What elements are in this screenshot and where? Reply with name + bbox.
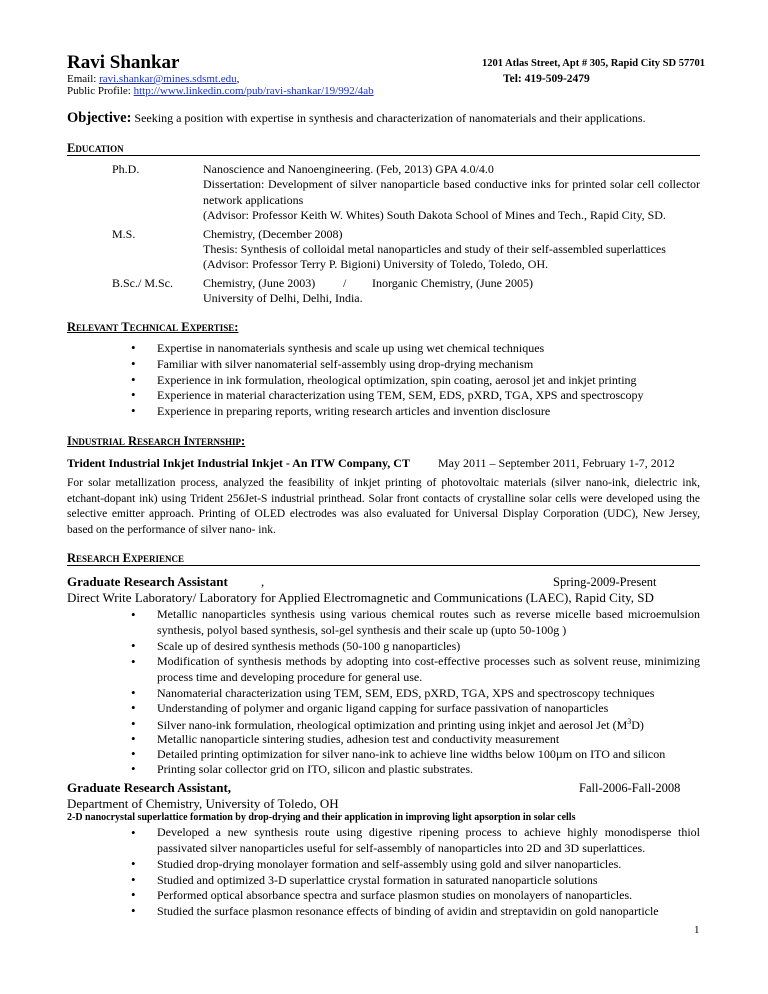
- ms-line-1: Chemistry, (December 2008): [203, 227, 343, 241]
- expertise-item: Experience in ink formulation, rheological optimization, spin coating, aerosol jet and inkjet printing: [157, 373, 637, 387]
- internship-company: Trident Industrial Inkjet Industrial Inkjet - An ITW Company, CT: [67, 456, 410, 470]
- section-divider: [67, 155, 700, 156]
- objective-text: Seeking a position with expertise in synthesis and characterization of nanomaterials and their applications.: [134, 111, 646, 125]
- profile-line: [67, 85, 374, 97]
- email-label: Email:: [67, 73, 100, 85]
- degree-phd: Ph.D.: [112, 162, 140, 176]
- position-title: Graduate Research Assistant: [67, 574, 228, 589]
- bsc-separator: /: [343, 276, 347, 290]
- degree-ms: M.S.: [112, 227, 136, 241]
- bullet-icon: •: [131, 685, 136, 700]
- position-subtitle: 2-D nanocrystal superlattice formation by drop-drying and their application in improving light apsorption in solar cells: [67, 812, 576, 823]
- bullet-icon: •: [131, 825, 136, 840]
- bullet-icon: •: [131, 387, 136, 402]
- superscript: 3: [627, 717, 632, 726]
- section-divider: [67, 565, 700, 566]
- phd-line-3: (Advisor: Professor Keith W. Whites) South Dakota School of Mines and Tech., Rapid City, SD.: [203, 208, 666, 222]
- position-dates: Spring-2009-Present: [553, 575, 657, 589]
- expertise-item: Experience in preparing reports, writing research articles and invention disclosure: [157, 404, 551, 418]
- internship-dates: May 2011 – September 2011, February 1-7, 2012: [438, 456, 675, 470]
- page-number: 1: [694, 924, 700, 936]
- bsc-line-2: University of Delhi, Delhi, India.: [203, 291, 363, 305]
- research-heading: Research Experience: [67, 551, 185, 565]
- bullet-icon: •: [131, 716, 136, 731]
- msc-line-1: Inorganic Chemistry, (June 2005): [372, 276, 533, 290]
- position-title-suffix: ,: [261, 574, 265, 589]
- research-item: Studied and optimized 3-D superlattice crystal formation in saturated nanoparticle solutions: [157, 873, 598, 887]
- research-item: Performed optical absorbance spectra and surface plasmon studies on monolayers of nanoparticles.: [157, 888, 633, 902]
- internship-heading: Industrial Research Internship:: [67, 434, 246, 448]
- bullet-icon: •: [131, 903, 136, 918]
- phone-number: Tel: 419-509-2479: [503, 73, 590, 85]
- expertise-item: Experience in material characterization using TEM, SEM, EDS, pXRD, TGA, XPS and spectroscopy: [157, 388, 644, 402]
- bullet-icon: •: [131, 403, 136, 418]
- phd-line-1: Nanoscience and Nanoengineering. (Feb, 2013) GPA 4.0/4.0: [203, 162, 494, 176]
- degree-bsc-msc: B.Sc./ M.Sc.: [112, 276, 174, 290]
- position-org: Department of Chemistry, University of Toledo, OH: [67, 796, 339, 811]
- position-org: Direct Write Laboratory/ Laboratory for Applied Electromagnetic and Communications (LAEC), Rapid City, SD: [67, 590, 654, 605]
- bullet-icon: •: [131, 654, 136, 669]
- bullet-icon: •: [131, 761, 136, 776]
- bullet-icon: •: [131, 372, 136, 387]
- research-item: Understanding of polymer and organic ligand capping for surface passivation of nanoparticles: [157, 701, 609, 715]
- research-item: Metallic nanoparticles synthesis using various chemical routes such as reverse micelle based microemulsion synthesis, polyol based synthesis, sol-gel synthesis and their scale up (upto 50-100g ): [157, 607, 700, 637]
- research-item: Studied drop-drying monolayer formation and self-assembly using gold and silver nanoparticles.: [157, 857, 622, 871]
- bullet-icon: •: [131, 856, 136, 871]
- bullet-icon: •: [131, 887, 136, 902]
- candidate-name: Ravi Shankar: [67, 52, 180, 73]
- ms-line-3: (Advisor: Professor Terry P. Bigioni) University of Toledo, Toledo, OH.: [203, 257, 549, 271]
- research-item: Scale up of desired synthesis methods (50-100 g nanoparticles): [157, 639, 461, 653]
- profile-label: Public Profile:: [67, 85, 134, 97]
- bullet-icon: •: [131, 356, 136, 371]
- expertise-item: Familiar with silver nanomaterial self-assembly using drop-drying mechanism: [157, 357, 534, 371]
- email-line: [67, 73, 239, 85]
- bsc-line-1: Chemistry, (June 2003): [203, 276, 316, 290]
- research-item: Modification of synthesis methods by adopting into cost-effective processes such as solvent reuse, minimizing process time and developing procedure for general use.: [157, 654, 700, 684]
- bullet-icon: •: [131, 607, 136, 622]
- objective-label: Objective:: [67, 110, 132, 126]
- research-item: Nanomaterial characterization using TEM, SEM, EDS, pXRD, TGA, XPS and spectroscopy techniques: [157, 686, 655, 700]
- research-item: Studied the surface plasmon resonance effects of binding of avidin and streptavidin on gold nanoparticle: [157, 904, 659, 918]
- profile-link[interactable]: http://www.linkedin.com/pub/ravi-shankar/19/992/4ab: [133, 85, 374, 97]
- research-item: [157, 717, 644, 733]
- position-dates: Fall-2006-Fall-2008: [579, 781, 681, 795]
- bullet-icon: •: [131, 746, 136, 761]
- expertise-item: Expertise in nanomaterials synthesis and scale up using wet chemical techniques: [157, 341, 545, 355]
- postal-address: 1201 Atlas Street, Apt # 305, Rapid City SD 57701: [482, 58, 705, 69]
- research-item-text: Silver nano-ink formulation, rheological optimization and printing using inkjet and aerosol Jet (M: [157, 718, 628, 732]
- bullet-icon: •: [131, 700, 136, 715]
- research-item: Metallic nanoparticle sintering studies, adhesion test and conductivity measurement: [157, 732, 560, 746]
- objective: [67, 110, 646, 127]
- research-item: Detailed printing optimization for silver nano-ink to achieve line widths below 100µm on ITO and silicon: [157, 747, 666, 761]
- bullet-icon: •: [131, 731, 136, 746]
- research-item-text-end: D): [631, 718, 644, 732]
- education-heading: Education: [67, 141, 124, 155]
- expertise-heading: Relevant Technical Expertise:: [67, 320, 239, 334]
- internship-description: For solar metallization process, analyzed the feasibility of inkjet printing of photovoltaic materials (silver nano-ink, dielectric ink, etchant-dopant ink) using Trident 256Jet-S industrial printhead. Solar front contacts of crystalline solar cells were developed using the selective emitter approach. Printing of OLED electrodes was also evaluated for Universal Display Corporation (UDC), New Jersey, based on the performance of silver nano- ink.: [67, 477, 700, 536]
- position-title: Graduate Research Assistant,: [67, 780, 232, 795]
- bullet-icon: •: [131, 340, 136, 355]
- research-item: Printing solar collector grid on ITO, silicon and plastic substrates.: [157, 762, 474, 776]
- research-item: Developed a new synthesis route using digestive ripening process to achieve highly monodisperse thiol passivated silver nanoparticles useful for self-assembly of nanoparticles into 2D and 3D superlattices.: [157, 825, 700, 855]
- phd-line-2: Dissertation: Development of silver nanoparticle based conductive inks for printed solar cell collector network applications: [203, 177, 700, 207]
- bullet-icon: •: [131, 638, 136, 653]
- email-suffix: ,: [236, 73, 240, 85]
- bullet-icon: •: [131, 872, 136, 887]
- ms-line-2: Thesis: Synthesis of colloidal metal nanoparticles and study of their self-assembled superlattices: [203, 242, 666, 256]
- email-link[interactable]: ravi.shankar@mines.sdsmt.edu: [99, 73, 237, 85]
